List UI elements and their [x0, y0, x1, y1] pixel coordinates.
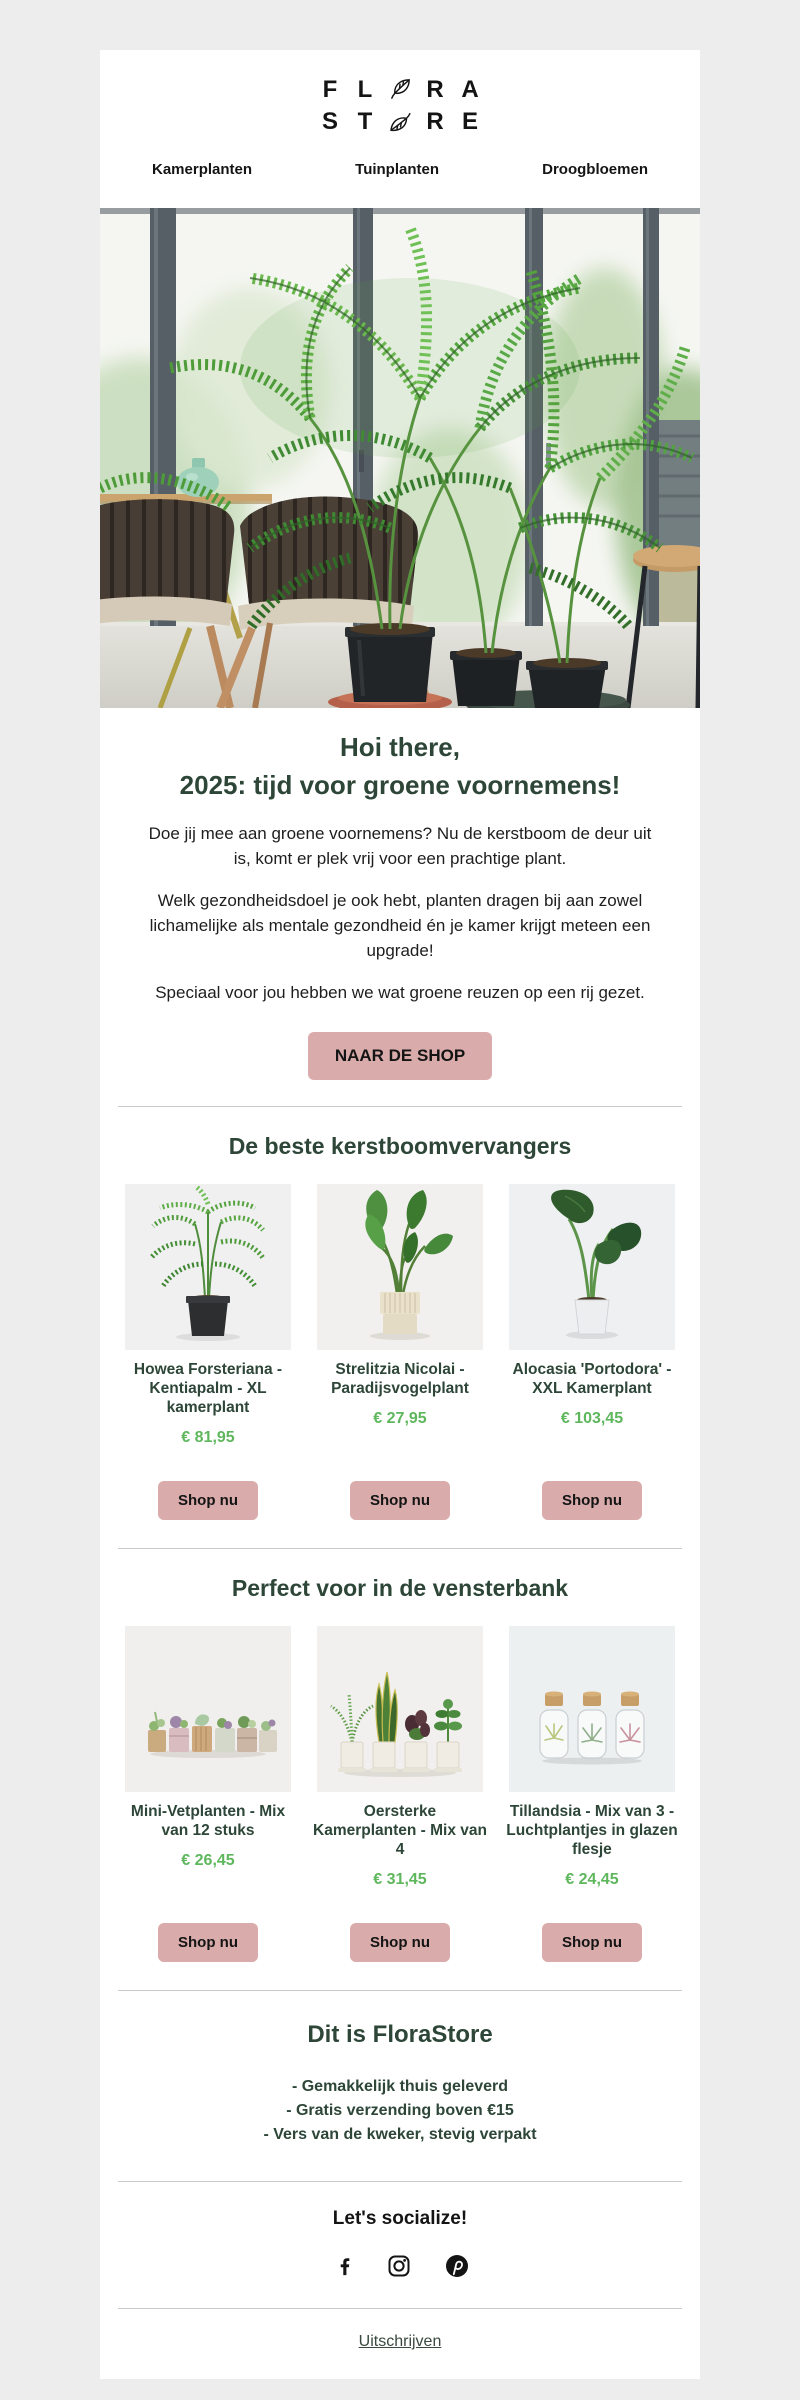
intro-section — [100, 708, 700, 1106]
product-grid — [112, 1184, 688, 1520]
instagram-icon[interactable] — [387, 2254, 411, 2278]
shop-nu-button[interactable]: Shop nu — [350, 1481, 450, 1520]
product-image-alocasia[interactable] — [509, 1184, 675, 1350]
product-price: € 26,45 — [181, 1852, 235, 1869]
logo-letter: S — [321, 107, 338, 135]
logo-letter: F — [322, 75, 338, 103]
about-title: Dit is FloraStore — [307, 2021, 493, 2048]
shop-nu-button[interactable]: Shop nu — [542, 1481, 642, 1520]
product-price: € 81,95 — [181, 1429, 235, 1446]
social-icons — [100, 2254, 700, 2278]
main-nav — [100, 135, 700, 208]
section-kerstboomvervangers — [100, 1107, 700, 1548]
product-card — [503, 1626, 681, 1962]
product-card — [503, 1184, 681, 1520]
product-name: Alocasia 'Portodora' - XXL Kamerplant — [512, 1361, 672, 1397]
about-section — [100, 1991, 700, 2181]
logo-letter: R — [426, 107, 444, 135]
intro-greeting: Hoi there, — [340, 732, 460, 762]
product-name: Mini-Vetplanten - Mix van 12 stuks — [130, 1803, 286, 1839]
hero-image[interactable] — [100, 208, 700, 708]
shop-nu-button[interactable]: Shop nu — [350, 1923, 450, 1962]
product-name: Howea Forsteriana - Kentiapalm - XL kamerplant — [133, 1361, 283, 1416]
unsubscribe-link[interactable]: Uitschrijven — [358, 2333, 442, 2350]
logo-letter: L — [357, 75, 373, 103]
product-image-mini-vetplanten[interactable] — [125, 1626, 291, 1792]
product-name: Strelitzia Nicolai - Paradijsvogelplant — [331, 1361, 469, 1397]
usp-line: - Vers van de kweker, stevig verpakt — [263, 2126, 537, 2143]
leaf-icon — [383, 76, 418, 103]
shop-nu-button[interactable]: Shop nu — [158, 1923, 258, 1962]
nav-item-tuinplanten[interactable]: Tuinplanten — [355, 161, 440, 178]
intro-heading — [146, 728, 654, 804]
logo-letter: A — [461, 75, 479, 103]
logo-letter: E — [461, 107, 478, 135]
shop-cta-button[interactable]: NAAR DE SHOP — [308, 1032, 492, 1080]
product-name: Tillandsia - Mix van 3 - Luchtplantjes in glazen flesje — [506, 1803, 678, 1858]
email-body — [100, 50, 700, 2379]
facebook-icon[interactable] — [331, 2255, 353, 2277]
logo-letter: R — [426, 75, 444, 103]
product-grid — [112, 1626, 688, 1962]
intro-paragraph: Speciaal voor jou hebben we wat groene reuzen op een rij gezet. — [155, 983, 645, 1002]
florastore-logo[interactable] — [313, 76, 488, 135]
intro-paragraph: Doe jij mee aan groene voornemens? Nu de kerstboom de deur uit is, komt er plek vrij voor een prachtige plant. — [148, 824, 652, 868]
nav-item-droogbloemen[interactable]: Droogbloemen — [542, 161, 648, 178]
product-card — [119, 1184, 297, 1520]
product-price: € 27,95 — [373, 1410, 427, 1427]
logo-row-2 — [313, 108, 488, 135]
social-title: Let's socialize! — [332, 2208, 468, 2229]
usp-line: - Gemakkelijk thuis geleverd — [291, 2078, 509, 2095]
shop-nu-button[interactable]: Shop nu — [542, 1923, 642, 1962]
intro-paragraph: Welk gezondheidsdoel je ook hebt, planten dragen bij aan zowel lichamelijke als mentale gezondheid én je kamer krijgt meteen een upgrade! — [149, 891, 651, 960]
product-price: € 24,45 — [565, 1871, 619, 1888]
product-image-kamerplanten-mix[interactable] — [317, 1626, 483, 1792]
social-section — [100, 2182, 700, 2308]
logo-letter: T — [357, 107, 373, 135]
section-vensterbank — [100, 1549, 700, 1990]
header — [100, 50, 700, 208]
shop-nu-button[interactable]: Shop nu — [158, 1481, 258, 1520]
leaf-icon — [383, 108, 418, 135]
section-title: De beste kerstboomvervangers — [228, 1133, 572, 1159]
logo-row-1 — [313, 76, 488, 103]
product-card — [119, 1626, 297, 1962]
pinterest-icon[interactable] — [445, 2254, 469, 2278]
product-price: € 103,45 — [560, 1410, 624, 1427]
product-price: € 31,45 — [373, 1871, 427, 1888]
section-title: Perfect voor in de vensterbank — [231, 1575, 569, 1601]
usp-line: - Gratis verzending boven €15 — [286, 2102, 514, 2119]
intro-headline: 2025: tijd voor groene voornemens! — [179, 770, 621, 800]
product-image-strelitzia[interactable] — [317, 1184, 483, 1350]
product-card — [311, 1184, 489, 1520]
product-image-tillandsia[interactable] — [509, 1626, 675, 1792]
product-card — [311, 1626, 489, 1962]
product-name: Oersterke Kamerplanten - Mix van 4 — [313, 1803, 487, 1858]
footer — [100, 2309, 700, 2379]
product-image-kentiapalm[interactable] — [125, 1184, 291, 1350]
nav-item-kamerplanten[interactable]: Kamerplanten — [152, 161, 253, 178]
